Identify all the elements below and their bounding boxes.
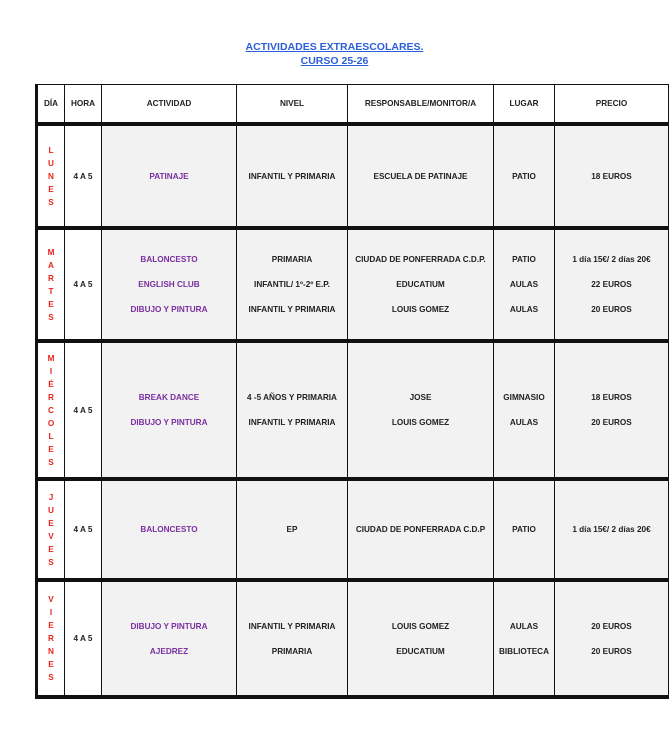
responsable-cell xyxy=(348,580,494,697)
day-letter: N xyxy=(48,647,54,656)
day-letter: S xyxy=(48,312,54,322)
day-letter: I xyxy=(49,366,53,376)
day-letter: C xyxy=(48,405,54,415)
actividad-item: AJEDREZ xyxy=(149,646,189,656)
responsable-cell xyxy=(348,341,494,479)
lugar-item: PATIO xyxy=(512,525,536,534)
day-letter: T xyxy=(48,286,54,296)
day-letter: S xyxy=(48,557,54,567)
page-title xyxy=(0,40,669,68)
actividad-item: BREAK DANCE xyxy=(138,393,200,402)
nivel-item: EP xyxy=(286,525,298,534)
responsable-item: LOUIS GOMEZ xyxy=(391,418,450,427)
responsable-item: ESCUELA DE PATINAJE xyxy=(373,171,468,181)
day-letter: E xyxy=(48,660,54,669)
actividad-cell xyxy=(102,124,237,228)
nivel-cell xyxy=(237,341,348,479)
hora-cell: 4 A 5 xyxy=(65,124,102,228)
precio-cell xyxy=(555,228,669,341)
day-letter: I xyxy=(49,608,53,617)
day-letter: E xyxy=(48,544,54,554)
day-letter: S xyxy=(48,673,54,682)
lugar-item: PATIO xyxy=(512,255,536,264)
hora-cell: 4 A 5 xyxy=(65,479,102,580)
day-letter: V xyxy=(48,595,54,604)
actividad-item: ENGLISH CLUB xyxy=(138,280,200,289)
responsable-item: EDUCATIUM xyxy=(396,646,445,656)
day-cell xyxy=(37,228,65,341)
day-letters xyxy=(38,593,64,684)
actividad-cell xyxy=(102,341,237,479)
day-letter: E xyxy=(48,518,54,528)
responsable-cell xyxy=(348,479,494,580)
activities-table xyxy=(35,84,669,699)
nivel-cell xyxy=(237,124,348,228)
lugar-item: GIMNASIO xyxy=(503,393,545,402)
precio-item: 22 EUROS xyxy=(591,280,632,289)
precio-item: 20 EUROS xyxy=(591,418,632,427)
day-letter: V xyxy=(48,531,54,541)
hora-cell: 4 A 5 xyxy=(65,580,102,697)
precio-cell xyxy=(555,341,669,479)
table-row-lunes xyxy=(37,124,669,228)
precio-item: 18 EUROS xyxy=(591,393,632,402)
table-row-martes xyxy=(37,228,669,341)
responsable-item: JOSE xyxy=(409,393,432,402)
nivel-item: INFANTIL Y PRIMARIA xyxy=(248,305,336,314)
actividad-item: BALONCESTO xyxy=(140,255,198,264)
lugar-cell xyxy=(494,124,555,228)
lugar-item: AULAS xyxy=(509,305,539,314)
day-letter: J xyxy=(48,492,54,502)
table-row-viernes xyxy=(37,580,669,697)
lugar-item: AULAS xyxy=(509,418,539,427)
day-letter: N xyxy=(48,171,54,181)
precio-cell xyxy=(555,124,669,228)
day-letter: E xyxy=(48,621,54,630)
precio-item: 1 día 15€/ 2 días 20€ xyxy=(572,525,651,534)
responsable-item: LOUIS GOMEZ xyxy=(391,305,450,314)
responsable-item: EDUCATIUM xyxy=(396,280,445,289)
actividad-item: PATINAJE xyxy=(149,171,189,181)
day-letter: S xyxy=(48,457,54,467)
day-letter: E xyxy=(48,184,54,194)
lugar-cell xyxy=(494,580,555,697)
actividad-item: DIBUJO Y PINTURA xyxy=(130,418,208,427)
day-letter: É xyxy=(48,379,54,389)
lugar-item: PATIO xyxy=(512,171,536,181)
precio-item: 20 EUROS xyxy=(591,621,632,631)
nivel-cell xyxy=(237,580,348,697)
nivel-item: PRIMARIA xyxy=(271,646,313,656)
title-line-2: CURSO 25-26 xyxy=(300,55,369,67)
precio-cell xyxy=(555,479,669,580)
lugar-cell xyxy=(494,479,555,580)
day-letter: M xyxy=(47,247,55,257)
day-letter: S xyxy=(48,197,54,207)
actividad-item: DIBUJO Y PINTURA xyxy=(130,621,208,631)
lugar-item: BIBLIOTECA xyxy=(498,646,550,656)
hora-cell: 4 A 5 xyxy=(65,341,102,479)
day-letter: U xyxy=(48,505,54,515)
day-letter: R xyxy=(48,634,54,643)
day-letter: U xyxy=(48,158,54,168)
actividad-item: BALONCESTO xyxy=(140,525,198,534)
actividad-cell xyxy=(102,479,237,580)
table-row-miercoles xyxy=(37,341,669,479)
table-row-jueves xyxy=(37,479,669,580)
header-dia: DÍA xyxy=(37,85,65,125)
precio-cell xyxy=(555,580,669,697)
day-letter: R xyxy=(48,273,54,283)
nivel-item: 4 -5 AÑOS Y PRIMARIA xyxy=(247,393,337,402)
responsable-cell xyxy=(348,124,494,228)
lugar-cell xyxy=(494,228,555,341)
day-letter: M xyxy=(47,353,55,363)
day-letter: E xyxy=(48,444,54,454)
nivel-item: INFANTIL/ 1º-2º E.P. xyxy=(254,280,330,289)
day-letter: A xyxy=(48,260,54,270)
header-lugar: LUGAR xyxy=(494,85,555,125)
header-precio: PRECIO xyxy=(555,85,669,125)
nivel-item: INFANTIL Y PRIMARIA xyxy=(248,418,336,427)
lugar-item: AULAS xyxy=(509,621,539,631)
responsable-cell xyxy=(348,228,494,341)
nivel-item: INFANTIL Y PRIMARIA xyxy=(248,621,336,631)
day-letter: L xyxy=(48,145,54,155)
header-actividad: ACTIVIDAD xyxy=(102,85,237,125)
nivel-item: INFANTIL Y PRIMARIA xyxy=(248,171,336,181)
responsable-item: CIUDAD DE PONFERRADA C.D.P xyxy=(355,525,486,534)
day-letters xyxy=(38,144,64,209)
day-letters xyxy=(38,491,64,569)
day-letter: O xyxy=(47,418,55,428)
header-responsable: RESPONSABLE/MONITOR/A xyxy=(348,85,494,125)
day-letter: L xyxy=(48,431,54,441)
nivel-cell xyxy=(237,228,348,341)
responsable-item: CIUDAD DE PONFERRADA C.D.P. xyxy=(355,255,486,264)
day-letters xyxy=(38,352,64,469)
hora-cell: 4 A 5 xyxy=(65,228,102,341)
title-line-1: ACTIVIDADES EXTRAESCOLARES. xyxy=(245,41,424,53)
header-row xyxy=(37,85,669,125)
day-letter: E xyxy=(48,299,54,309)
precio-item: 20 EUROS xyxy=(591,305,632,314)
responsable-item: LOUIS GOMEZ xyxy=(391,621,450,631)
lugar-item: AULAS xyxy=(509,280,539,289)
precio-item: 20 EUROS xyxy=(591,646,632,656)
actividad-item: DIBUJO Y PINTURA xyxy=(130,305,208,314)
header-nivel: NIVEL xyxy=(237,85,348,125)
lugar-cell xyxy=(494,341,555,479)
precio-item: 1 día 15€/ 2 días 20€ xyxy=(572,255,651,264)
day-cell xyxy=(37,580,65,697)
day-letter: R xyxy=(48,392,54,402)
day-letters xyxy=(38,246,64,324)
actividad-cell xyxy=(102,228,237,341)
day-cell xyxy=(37,479,65,580)
precio-item: 18 EUROS xyxy=(591,171,632,181)
actividad-cell xyxy=(102,580,237,697)
day-cell xyxy=(37,341,65,479)
nivel-item: PRIMARIA xyxy=(271,255,313,264)
nivel-cell xyxy=(237,479,348,580)
day-cell xyxy=(37,124,65,228)
header-hora: HORA xyxy=(65,85,102,125)
